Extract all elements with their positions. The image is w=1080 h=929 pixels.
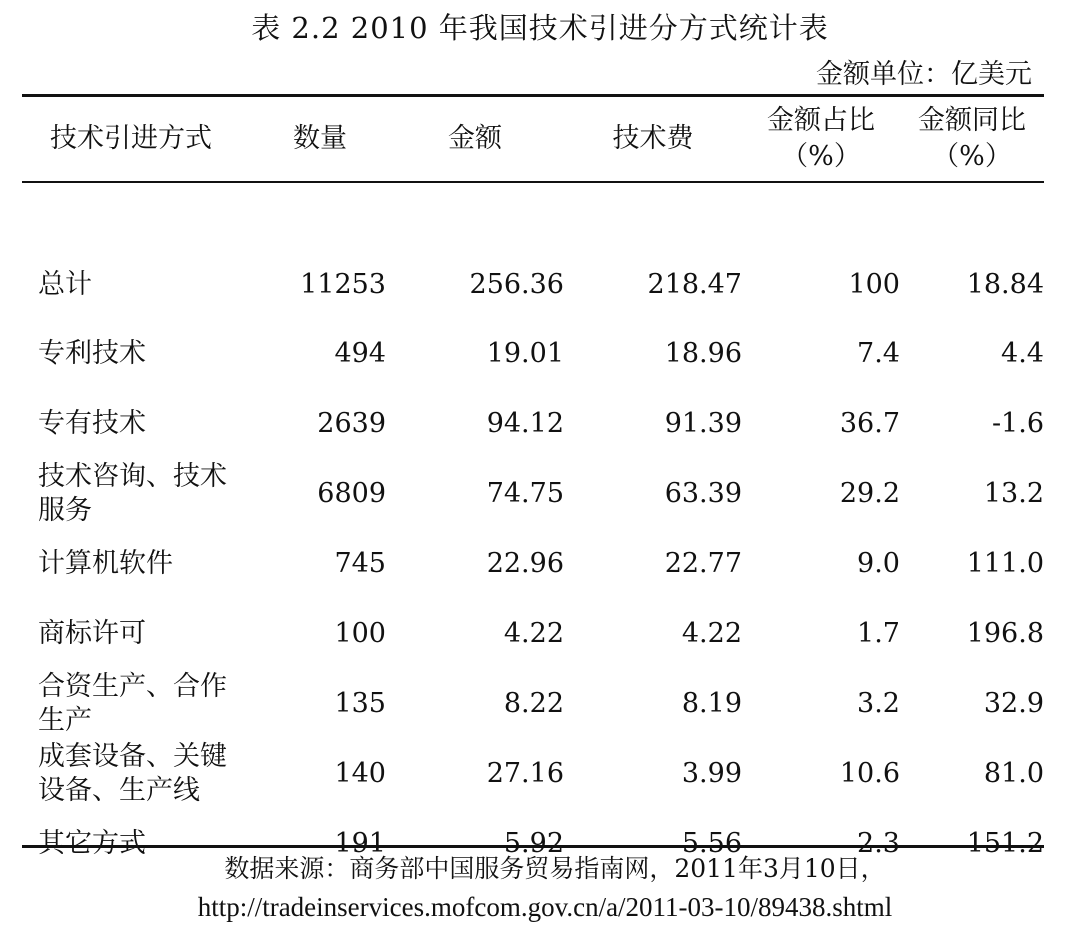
cell-tech-fee: 8.19 <box>681 688 742 719</box>
source-url: http://tradeinservices.mofcom.gov.cn/a/2011-03-10/89438.shtml <box>197 892 893 922</box>
cell-method <box>22 389 254 459</box>
cell-count: 11253 <box>300 269 386 300</box>
cell-method <box>22 529 254 599</box>
cell-tech-fee: 22.77 <box>664 548 742 579</box>
table-row <box>22 599 1044 669</box>
cell-amount-yoy: 81.0 <box>983 758 1044 789</box>
cell-tech-fee: 18.96 <box>664 338 742 369</box>
table-row <box>22 319 1044 389</box>
cell-tech-fee: 63.39 <box>664 478 742 509</box>
header-amount-yoy <box>900 97 1044 181</box>
cell-amount-share: 29.2 <box>839 478 900 509</box>
header-amount-share-line2: （%） <box>781 141 861 172</box>
table-body <box>22 181 1044 879</box>
cell-method <box>22 319 254 389</box>
cell-method <box>22 459 254 529</box>
cell-amount-share: 1.7 <box>857 618 900 649</box>
cell-amount-share: 36.7 <box>839 408 900 439</box>
table-row <box>22 459 1044 529</box>
cell-amount-share: 10.6 <box>839 758 900 789</box>
cell-method-line1: 技术咨询、技术 <box>38 461 227 492</box>
cell-amount-share: 7.4 <box>857 338 900 369</box>
cell-method <box>22 599 254 669</box>
cell-amount-share: 3.2 <box>857 688 900 719</box>
cell-amount-yoy: 196.8 <box>966 618 1044 649</box>
cell-method-line2: 生产 <box>38 705 92 736</box>
cell-amount-yoy: 18.84 <box>966 269 1044 300</box>
cell-amount: 8.22 <box>503 688 564 719</box>
cell-amount-yoy: 13.2 <box>983 478 1044 509</box>
table-row <box>22 529 1044 599</box>
cell-method-line2: 设备、生产线 <box>38 775 200 806</box>
cell-method <box>22 251 254 319</box>
source-line-1: 数据来源：商务部中国服务贸易指南网，2011年3月10日， <box>224 854 886 883</box>
cell-method-line1: 其它方式 <box>38 828 146 859</box>
cell-method-line1: 合资生产、合作 <box>38 671 227 702</box>
unit-note: 金额单位：亿美元 <box>816 59 1032 90</box>
cell-method <box>22 669 254 739</box>
cell-count: 140 <box>334 758 386 789</box>
cell-count: 494 <box>334 338 386 369</box>
cell-tech-fee: 4.22 <box>681 618 742 649</box>
header-amount-yoy-line1: 金额同比 <box>918 105 1026 136</box>
cell-method-line1: 成套设备、关键 <box>38 741 227 772</box>
cell-tech-fee: 5.56 <box>681 828 742 859</box>
cell-amount-share: 9.0 <box>857 548 900 579</box>
cell-amount: 27.16 <box>486 758 564 789</box>
cell-method <box>22 739 254 809</box>
cell-tech-fee: 3.99 <box>681 758 742 789</box>
cell-amount-yoy: 151.2 <box>966 828 1044 859</box>
cell-count: 6809 <box>317 478 386 509</box>
cell-amount-share: 100 <box>848 269 900 300</box>
cell-amount: 256.36 <box>469 269 564 300</box>
cell-amount: 74.75 <box>486 478 564 509</box>
header-tech-fee: 技术费 <box>612 123 694 154</box>
cell-amount-yoy: -1.6 <box>991 408 1044 439</box>
cell-count: 745 <box>334 548 386 579</box>
cell-method-line1: 专有技术 <box>38 408 146 439</box>
header-amount-yoy-line2: （%） <box>932 141 1012 172</box>
cell-tech-fee: 91.39 <box>664 408 742 439</box>
header-method: 技术引进方式 <box>50 123 212 154</box>
cell-tech-fee: 218.47 <box>647 269 742 300</box>
table-header-row <box>22 97 1044 181</box>
cell-method-line1: 商标许可 <box>38 618 146 649</box>
header-count: 数量 <box>293 123 347 154</box>
cell-count: 100 <box>334 618 386 649</box>
header-amount: 金额 <box>448 123 502 154</box>
statistics-table <box>22 97 1044 879</box>
table-row <box>22 739 1044 809</box>
cell-amount-yoy: 111.0 <box>966 548 1044 579</box>
header-amount-share-line1: 金额占比 <box>767 105 875 136</box>
cell-count: 135 <box>334 688 386 719</box>
table-row <box>22 251 1044 319</box>
data-source-note <box>0 850 1080 926</box>
cell-method-line1: 专利技术 <box>38 338 146 369</box>
table-row <box>22 389 1044 459</box>
cell-method-line2: 服务 <box>38 495 92 526</box>
cell-amount: 19.01 <box>486 338 564 369</box>
cell-amount-share: 2.3 <box>857 828 900 859</box>
table-title: 表 2.2 2010 年我国技术引进分方式统计表 <box>251 11 829 45</box>
cell-amount: 22.96 <box>486 548 564 579</box>
header-amount-share <box>742 97 900 181</box>
cell-method-line1: 总计 <box>38 269 92 300</box>
cell-count: 2639 <box>317 408 386 439</box>
table-row <box>22 669 1044 739</box>
spacer-row <box>22 181 1044 251</box>
cell-amount-yoy: 32.9 <box>983 688 1044 719</box>
cell-amount-yoy: 4.4 <box>1001 338 1044 369</box>
cell-method-line1: 计算机软件 <box>38 548 173 579</box>
cell-amount: 5.92 <box>503 828 564 859</box>
cell-amount: 4.22 <box>503 618 564 649</box>
cell-count: 191 <box>334 828 386 859</box>
cell-amount: 94.12 <box>486 408 564 439</box>
